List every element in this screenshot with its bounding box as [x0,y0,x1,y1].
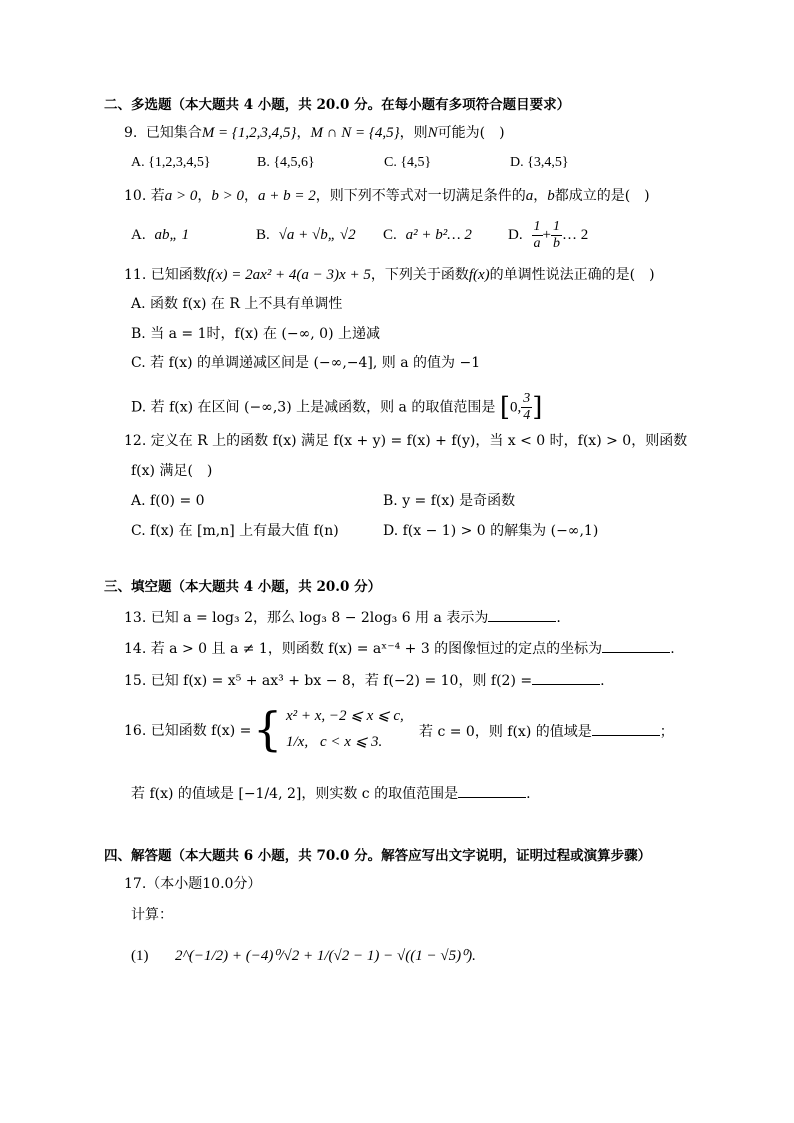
question-10: 10. 若a > 0，b > 0，a + b = 2，则下列不等式对一切满足条件的a，b都成立的是( ) [124,188,650,204]
q10-cond-sum: a + b = 2 [257,188,316,204]
q17-calc-label: 计算： [131,907,173,923]
q10-var-b: b [547,188,555,204]
q9-set-m: M = {1,2,3,4,5} [201,125,297,141]
q10-cond-b: b > 0 [211,188,244,204]
q16-answer-blank-2 [458,783,526,798]
q12-option-a: A. f(0) = 0 [131,493,205,509]
q10-frac-1-over-b: $\frac{1}{b}$ [552,218,560,251]
q11-stem-a: 已知函数 [150,267,207,283]
question-16-lead: 16. 已知函数 f(x) = [124,723,252,739]
q17-title: 17.（本小题10.0分） [124,876,262,892]
q11-option-a: A. 函数 f(x) 在 R 上不具有单调性 [131,296,343,312]
section-heading-fill-in: 三、填空题（本大题共 4 小题，共 20.0 分） [104,579,382,595]
q10-option-a: A. ab„ 1 [131,227,190,243]
q10-number: 10. [124,188,147,204]
q9-intersection: M ∩ N = {4,5} [310,125,400,141]
question-12 [124,431,687,451]
question-13: 13. 已知 a = log₃ 2，那么 log₃ 8 − 2log₃ 6 用 a 表示为 . [124,607,561,628]
q9-option-b: B. {4,5,6} [257,155,315,170]
q16-case-2-domain: c < x ⩽ 3. [320,734,383,750]
q11-function: f(x) = 2ax² + 4(a − 3)x + 5 [206,267,371,283]
q10-stem-a: 若 [150,188,165,204]
question-9 [124,123,505,143]
q16-case-2-value: 1/x, [286,734,309,750]
section-heading-problems: 四、解答题（本大题共 6 小题，共 70.0 分。解答应写出文字说明，证明过程或演算步骤） [104,848,652,864]
q12-option-c: C. f(x) 在 [m,n] 上有最大值 f(n) [131,523,339,539]
q10-frac-1-over-a: $\frac{1}{a}$ [533,218,541,251]
q10-option-d: D. $\frac{1}{a}$ + $\frac{1}{b}$ … 2 [508,218,589,251]
q10-option-b: B. √a + √b„ √2 [256,227,356,243]
q9-stem-b: ， [296,125,311,141]
q12-number: 12. [124,433,147,449]
q9-stem-d: 可能为( ) [437,125,505,141]
question-11 [124,265,655,285]
question-16-part-2: 若 f(x) 的值域是 [−1/4, 2]，则实数 c 的取值范围是 . [131,783,531,804]
q11-option-b: B. 当 a = 1时，f(x) 在 (−∞, 0) 上递减 [131,326,380,342]
q9-option-a: A. {1,2,3,4,5} [131,155,211,170]
q9-option-c: C. {4,5} [384,155,432,170]
q12-option-b: B. y = f(x) 是奇函数 [383,493,516,509]
q9-stem-c: ，则 [399,125,428,141]
q10-cond-a: a > 0 [164,188,198,204]
q11-stem-c: 的单调性说法正确的是( ) [489,267,655,283]
q11-number: 11. [124,267,147,283]
q10-var-a: a [525,188,534,204]
q9-var-n: N [427,125,438,141]
question-15: 15. 已知 f(x) = x⁵ + ax³ + bx − 8，若 f(−2) = 10，则 f(2) = . [124,670,605,691]
q14-answer-blank [602,638,670,653]
q11-frac-3-4: $\frac{3}{4}$ [523,391,531,423]
q9-number: 9. [124,125,138,141]
q12-line-2: f(x) 满足( ) [131,463,213,479]
q17-expression: 2^(−1/2) + (−4)⁰/√2 + 1/(√2 − 1) − √((1 − √5)⁰). [175,948,476,964]
q17-part-1-label: (1) [131,948,149,964]
question-16-part-1: 若 c = 0，则 f(x) 的值域是 ； [419,721,674,742]
q9-option-d: D. {3,4,5} [510,155,569,170]
q11-option-c: C. 若 f(x) 的单调递减区间是 (−∞,−4], 则 a 的值为 −1 [131,355,481,371]
q16-case-1: x² + x, −2 ⩽ x ⩽ c, [286,708,404,724]
q12-option-d: D. f(x − 1) > 0 的解集为 (−∞,1) [383,523,599,539]
q10-stem-b: ，则下列不等式对一切满足条件的 [315,188,526,204]
q11-stem-b: ，下列关于函数 [370,267,469,283]
q11-fx: f(x) [468,267,490,283]
q11-option-d: D. 若 f(x) 在区间 (−∞,3) 上是减函数，则 a 的取值范围是 [0, $\frac{3}{4}$ ] [131,391,543,423]
q10-option-c: C. a² + b²… 2 [383,227,472,243]
q10-stem-c: 都成立的是( ) [554,188,650,204]
q13-answer-blank [488,607,556,622]
q12-line-1: 定义在 R 上的函数 f(x) 满足 f(x + y) = f(x) + f(y)，当 x < 0 时，f(x) > 0，则函数 [150,433,688,449]
section-heading-multiple-choice: 二、多选题（本大题共 4 小题，共 20.0 分。在每小题有多项符合题目要求） [104,97,571,113]
q16-answer-blank-1 [592,721,660,736]
question-14: 14. 若 a > 0 且 a ≠ 1，则函数 f(x) = aˣ⁻⁴ + 3 的图像恒过的定点的坐标为 . [124,638,675,659]
q15-answer-blank [532,670,600,685]
q9-stem-a: 已知集合 [145,125,202,141]
piecewise-brace: { [253,702,283,756]
